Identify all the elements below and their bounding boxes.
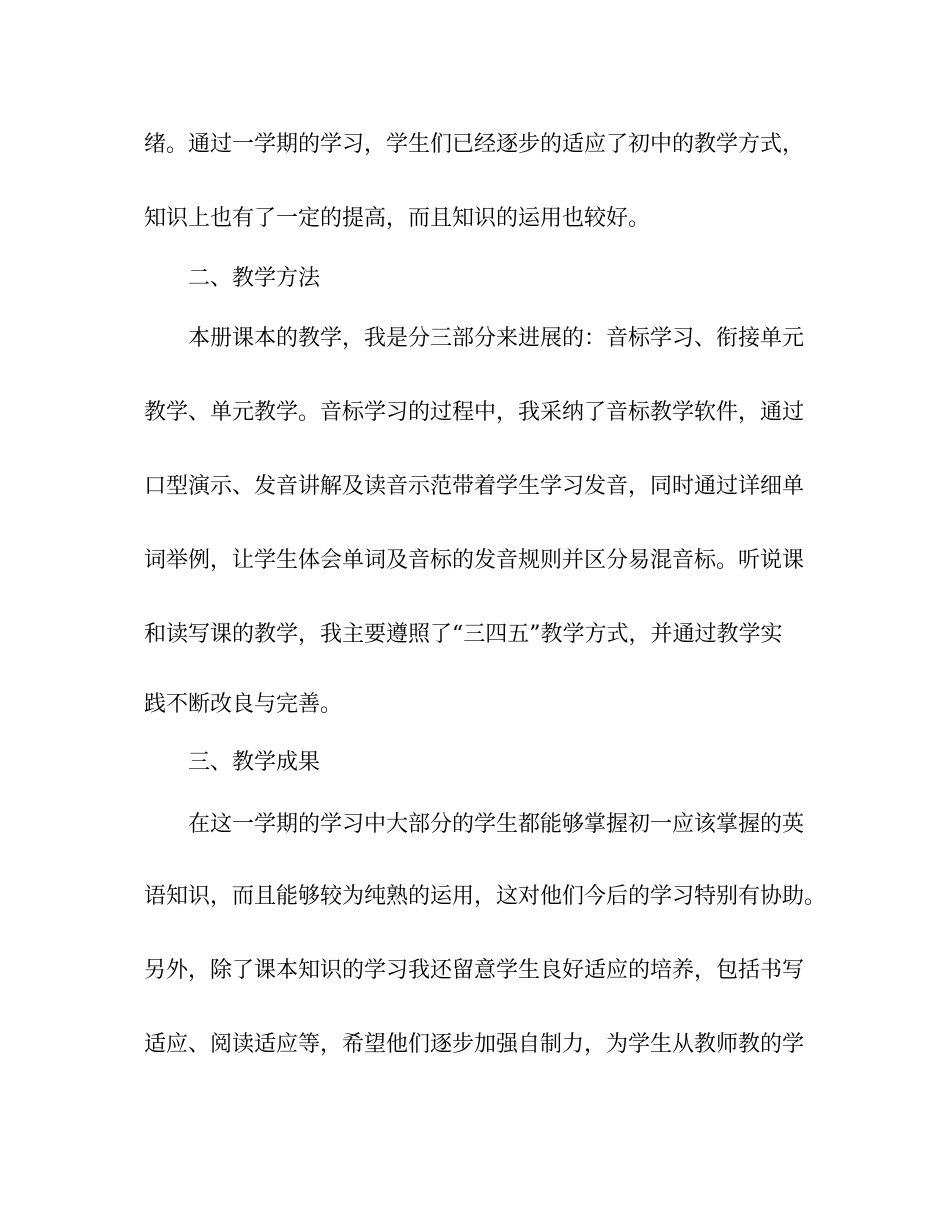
text-line: 绪。通过一学期的学习，学生们已经逐步的适应了初中的教学方式， [144, 132, 805, 157]
text-line: 另外，除了课本知识的学习我还留意学生良好适应的培养，包括书写 [144, 958, 805, 983]
text-line: 践不断改良与完善。 [144, 692, 343, 717]
text-line: 在这一学期的学习中大部分的学生都能够掌握初一应该掌握的英 [188, 812, 805, 837]
text-line: 教学、单元教学。音标学习的过程中，我采纳了音标教学软件，通过 [144, 400, 805, 425]
section-heading: 二、教学方法 [188, 266, 321, 291]
text-line: 词举例，让学生体会单词及音标的发音规则并区分易混音标。听说课 [144, 548, 805, 573]
text-line: 口型演示、发音讲解及读音示范带着学生学习发音，同时通过详细单 [144, 474, 805, 499]
text-line: 和读写课的教学，我主要遵照了“三四五”教学方式，并通过教学实 [144, 622, 783, 647]
text-line: 适应、阅读适应等，希望他们逐步加强自制力，为学生从教师教的学 [144, 1032, 805, 1057]
section-heading: 三、教学成果 [188, 750, 321, 775]
text-line: 本册课本的教学，我是分三部分来进展的：音标学习、衔接单元 [188, 326, 805, 351]
text-line: 语知识，而且能够较为纯熟的运用，这对他们今后的学习特别有协助。 [144, 884, 827, 909]
text-line: 知识上也有了一定的提高，而且知识的运用也较好。 [144, 206, 651, 231]
